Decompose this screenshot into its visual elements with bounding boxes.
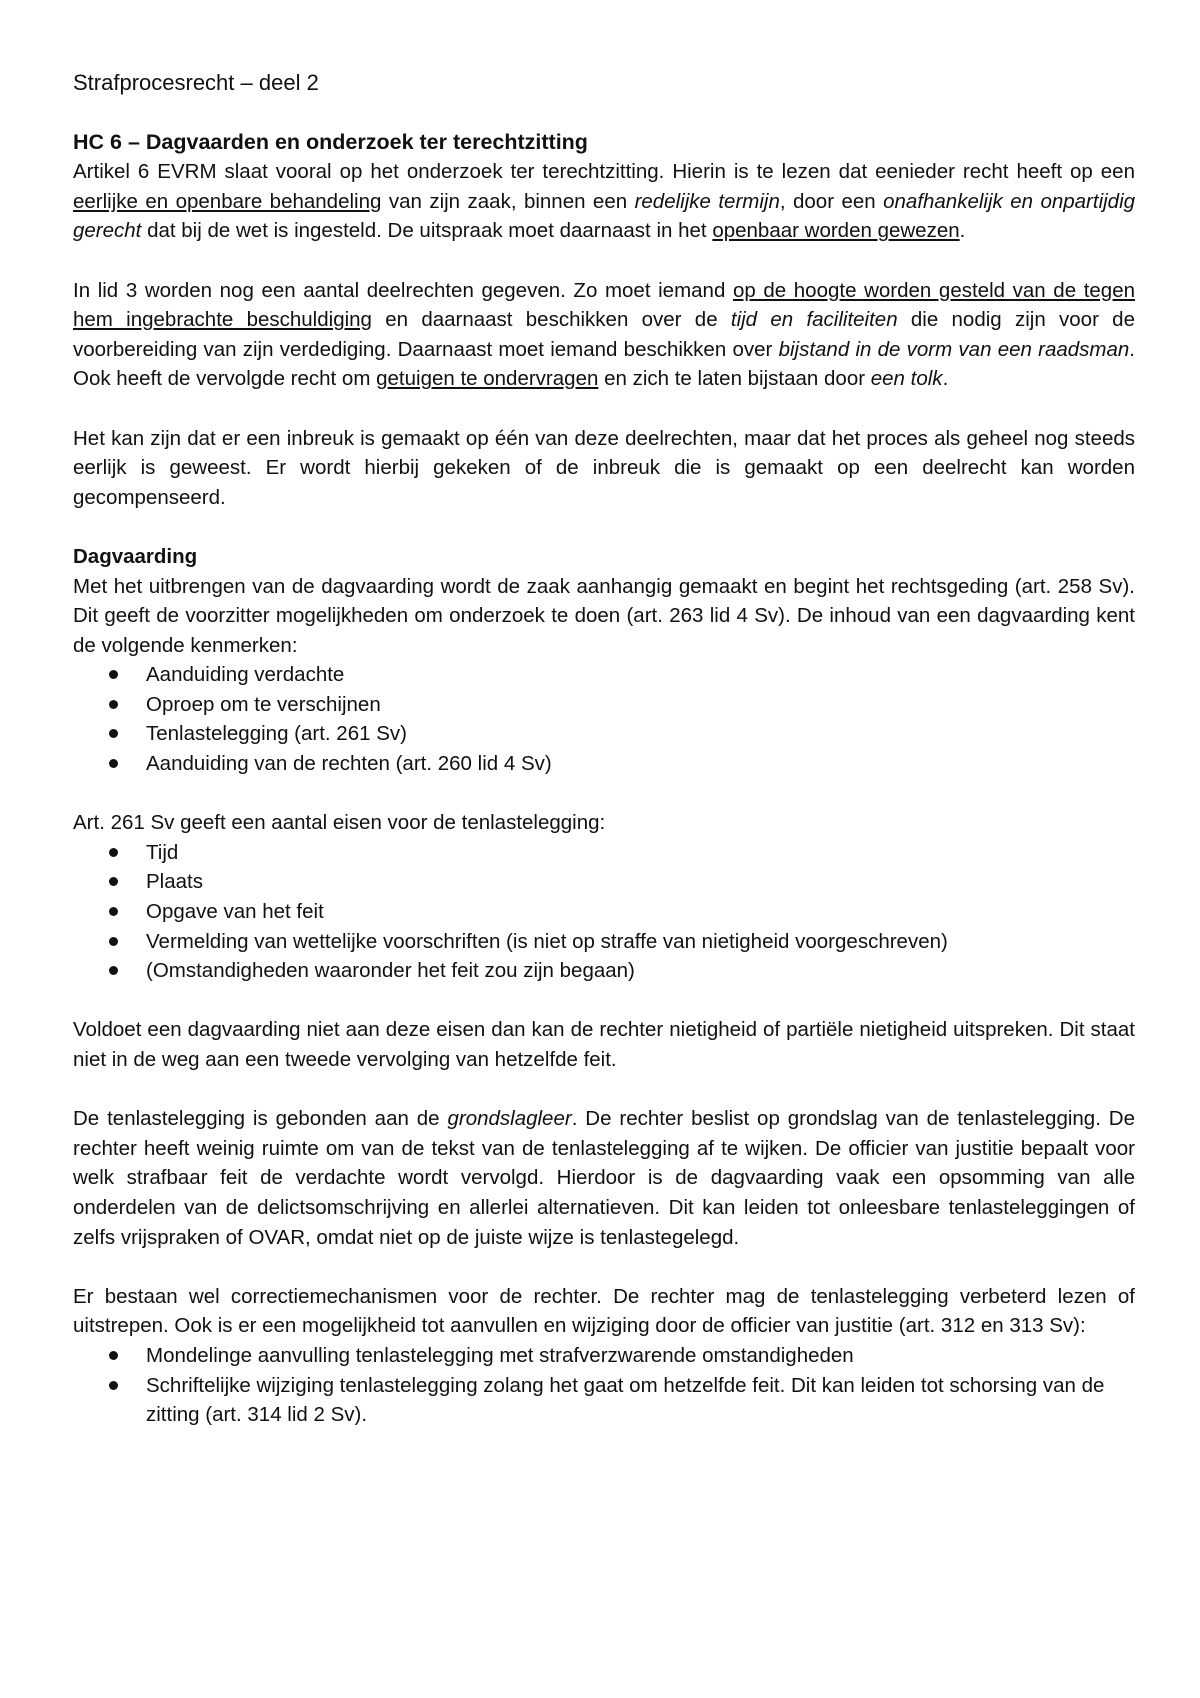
list-item <box>73 1371 1135 1430</box>
list-item-text: Plaats <box>146 870 203 894</box>
italic-text: grondslagleer <box>447 1107 572 1131</box>
list-item <box>73 867 1135 897</box>
bullet-icon <box>109 729 118 738</box>
underlined-text: openbaar worden gewezen <box>712 219 960 243</box>
text-run: . De rechter beslist op grondslag van de tenlastelegging. De rechter heeft weinig ruimte om van de tekst van de tenlastelegging af te wijken. De officier van justitie bepaalt voor welk strafbaar feit de verdachte wordt vervolgd. Hierdoor is de dagvaarding vaak een opsomming van alle onderdelen van de delictsomschrijving en allerlei alternatieven. Dit kan leiden tot onleesbare tenlasteleggingen of zelfs vrijspraken of OVAR, omdat niet op de juiste wijze is tenlastegelegd. <box>73 1107 1135 1249</box>
text-run: De tenlastelegging is gebonden aan de <box>73 1107 448 1131</box>
text-run: dat bij de wet is ingesteld. De uitspraak moet daarnaast in het <box>141 219 713 243</box>
list-item-text: Mondelinge aanvulling tenlastelegging met strafverzwarende omstandigheden <box>146 1343 854 1367</box>
text-run: . <box>959 219 966 243</box>
section-heading: HC 6 – Dagvaarden en onderzoek ter terechtzitting <box>73 129 588 154</box>
list-item-text: (Omstandigheden waaronder het feit zou zijn begaan) <box>146 959 635 983</box>
list-item <box>73 927 1135 957</box>
document-title: Strafprocesrecht – deel 2 <box>73 70 319 95</box>
list-item-text: Aanduiding van de rechten (art. 260 lid 4 Sv) <box>146 752 552 776</box>
bullet-icon <box>109 848 118 857</box>
italic-text: bijstand in de vorm van een raadsman <box>778 337 1130 361</box>
list-item-text: Tijd <box>146 840 179 864</box>
list-item <box>73 838 1135 868</box>
text-run: Artikel 6 EVRM slaat vooral op het onderzoek ter terechtzitting. Hierin is te lezen dat eenieder recht heeft op een <box>73 160 1135 184</box>
paragraph-deelrechten <box>73 276 1135 394</box>
list-item <box>73 690 1135 720</box>
italic-text: tijd en faciliteiten <box>730 308 898 332</box>
bullet-icon <box>109 966 118 975</box>
text-run: en zich te laten bijstaan door <box>598 367 871 391</box>
bullet-icon <box>109 1381 118 1390</box>
list-kenmerken <box>73 660 1135 778</box>
list-item <box>73 660 1135 690</box>
bullet-icon <box>109 1351 118 1360</box>
bullet-icon <box>109 907 118 916</box>
italic-text: een tolk <box>870 367 943 391</box>
bullet-icon <box>109 937 118 946</box>
subheading-dagvaarding: Dagvaarding <box>73 544 198 568</box>
list-item-text: Tenlastelegging (art. 261 Sv) <box>146 722 407 746</box>
paragraph-inbreuk: Het kan zijn dat er een inbreuk is gemaakt op één van deze deelrechten, maar dat het proces als geheel nog steeds eerlijk is geweest. Er wordt hierbij gekeken of de inbreuk die is gemaakt op een deelrecht kan worden gecompenseerd. <box>73 426 1135 509</box>
text-run: . Ook heeft de vervolgde recht om <box>73 337 1135 391</box>
list-item <box>73 956 1135 986</box>
italic-text: redelijke termijn <box>634 189 780 213</box>
list-item-text: Oproep om te verschijnen <box>146 692 381 716</box>
list-item <box>73 749 1135 779</box>
paragraph-evrm <box>73 157 1135 246</box>
text-run: die nodig zijn voor de voorbereiding van zijn verdediging. Daarnaast moet iemand beschikken over <box>73 308 1135 361</box>
paragraph-eisen: Art. 261 Sv geeft een aantal eisen voor de tenlastelegging: <box>73 811 606 835</box>
paragraph-dagvaarding: Met het uitbrengen van de dagvaarding wordt de zaak aanhangig gemaakt en begint het rechtsgeding (art. 258 Sv). Dit geeft de voorzitter mogelijkheden om onderzoek te doen (art. 263 lid 4 Sv). De inhoud van een dagvaarding kent de volgende kenmerken: <box>73 574 1135 657</box>
list-item-text: Schriftelijke wijziging tenlastelegging zolang het gaat om hetzelfde feit. Dit kan leiden tot schorsing van de zitting (art. 314 lid 2 Sv). <box>146 1373 1105 1427</box>
underlined-text: getuigen te ondervragen <box>376 367 599 391</box>
text-run: en daarnaast beschikken over de <box>371 308 731 332</box>
text-run: van zijn zaak, binnen een <box>381 189 635 213</box>
list-item <box>73 1341 1135 1371</box>
list-eisen <box>73 838 1135 986</box>
list-correcties <box>73 1341 1135 1430</box>
italic-text: onafhankelijk en onpartijdig gerecht <box>73 189 1136 243</box>
text-run: , door een <box>779 189 884 213</box>
paragraph-correctiemechanismen: Er bestaan wel correctiemechanismen voor de rechter. De rechter mag de tenlastelegging verbeterd lezen of uitstrepen. Ook is er een mogelijkheid tot aanvullen en wijziging door de officier van justitie (art. 312 en 313 Sv): <box>73 1284 1135 1338</box>
paragraph-grondslagleer <box>73 1104 1135 1252</box>
underlined-text: op de hoogte worden gesteld van de tegen hem ingebrachte beschuldiging <box>73 278 1135 332</box>
list-item-text: Aanduiding verdachte <box>146 663 345 687</box>
bullet-icon <box>109 759 118 768</box>
bullet-icon <box>109 670 118 679</box>
list-item <box>73 897 1135 927</box>
list-item-text: Opgave van het feit <box>146 900 324 924</box>
paragraph-nietigheid: Voldoet een dagvaarding niet aan deze eisen dan kan de rechter nietigheid of partiële nietigheid uitspreken. Dit staat niet in de weg aan een tweede vervolging van hetzelfde feit. <box>73 1018 1135 1071</box>
document-page <box>73 68 1135 1430</box>
underlined-text: eerlijke en openbare behandeling <box>73 189 382 213</box>
list-item-text: Vermelding van wettelijke voorschriften (is niet op straffe van nietigheid voorgeschreven) <box>146 929 948 953</box>
bullet-icon <box>109 700 118 709</box>
list-item <box>73 719 1135 749</box>
text-run: In lid 3 worden nog een aantal deelrechten gegeven. Zo moet iemand <box>73 278 733 302</box>
text-run: . <box>942 367 949 391</box>
bullet-icon <box>109 877 118 886</box>
